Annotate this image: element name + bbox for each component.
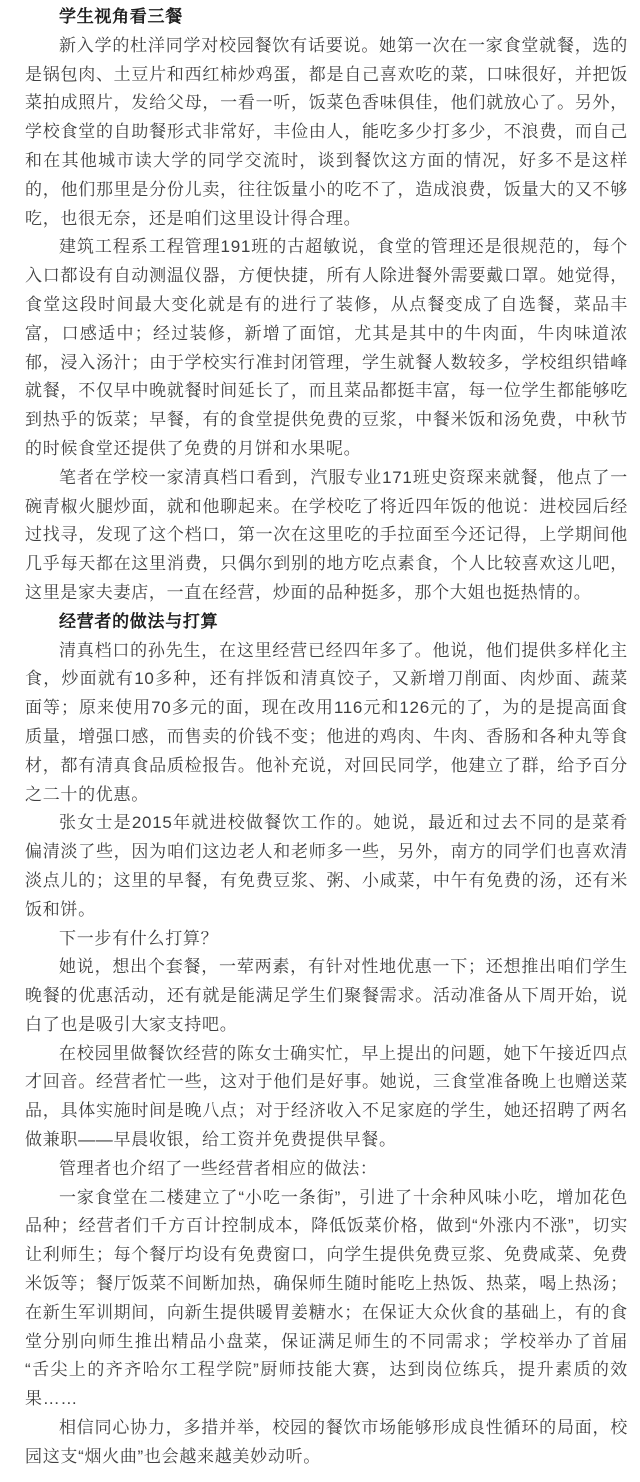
article-paragraph: 笔者在学校一家清真档口看到，汽服专业171班史资琛来就餐，他点了一碗青椒火腿炒面，就和他聊起来。在学校吃了将近四年饭的他说：进校园后经过找寻，发现了这个档口，第一次在这里吃的手拉面至今还记得，上学期间他几乎每天都在这里消费，只偶尔到别的地方吃点素食，个人比较喜欢这儿吧，这里是家夫妻店，一直在经营，炒面的品种挺多，那个大姐也挺热情的。 [25,467,628,602]
article-paragraph: 张女士是2015年就进校做餐饮工作的。她说，最近和过去不同的是菜肴偏清淡了些，因为咱们这边老人和老师多一些，另外，南方的同学们也喜欢清淡点儿的；这里的早餐，有免费豆浆、粥、小咸菜，中午有免费的汤，还有米饭和饼。 [25,813,628,919]
article-paragraph: 管理者也介绍了一些经营者相应的做法： [59,1158,378,1178]
article-paragraph: 清真档口的孙先生，在这里经营已经四年多了。他说，他们提供多样化主食，炒面就有10多种，还有拌饭和清真饺子，又新增刀削面、肉炒面、蔬菜面等；原来使用70多元的面，现在改用116元和126元的了，为的是提高面食质量，增强口感，而售卖的价钱不变；他进的鸡肉、牛肉、香肠和各种丸等食材，都有清真食品质检报告。他补充说，对回民同学，他建立了群，给予百分之二十的优惠。 [25,640,628,804]
article-paragraph: 相信同心协力，多措并举，校园的餐饮市场能够形成良性循环的局面，校园这支“烟火曲”也会越来越美妙动听。 [25,1418,628,1466]
article-paragraph: 新入学的杜洋同学对校园餐饮有话要说。她第一次在一家食堂就餐，选的是锅包肉、土豆片和西红柿炒鸡蛋，都是自己喜欢吃的菜，口味很好，并把饭菜拍成照片，发给父母，一看一听，饭菜色香味俱佳，他们就放心了。另外，学校食堂的自助餐形式非常好，丰俭由人，能吃多少打多少，不浪费，而自己和在其他城市读大学的同学交流时，谈到餐饮这方面的情况，好多不是这样的，他们那里是分份儿卖，往往饭量小的吃不了，造成浪费，饭量大的又不够吃，也很无奈，还是咱们这里设计得合理。 [25,35,628,228]
article-paragraph: 在校园里做餐饮经营的陈女士确实忙，早上提出的问题，她下午接近四点才回音。经营者忙一些，这对于他们是好事。她说，三食堂准备晚上也赠送菜品，具体实施时间是晚八点；对于经济收入不足家庭的学生，她还招聘了两名做兼职——早晨收银，给工资并免费提供早餐。 [25,1043,628,1150]
section-heading-operators-plans: 经营者的做法与打算 [59,611,219,631]
article-paragraph: 一家食堂在二楼建立了“小吃一条街”，引进了十余种风味小吃，增加花色品种；经营者们千方百计控制成本，降低饭菜价格，做到“外涨内不涨”，切实让利师生；每个餐厅均设有免费窗口，向学生提供免费豆浆、免费咸菜、免费米饭等；餐厅饭菜不间断加热，确保师生随时能吃上热饭、热菜，喝上热汤；在新生军训期间，向新生提供暖胃姜糖水；在保证大众伙食的基础上，有的食堂分别向师生推出精品小盘菜，保证满足师生的不同需求；学校举办了首届“舌尖上的齐齐哈尔工程学院”厨师技能大赛，达到岗位练兵，提升素质的效果…… [25,1187,628,1409]
article-paragraph: 建筑工程系工程管理191班的古超敏说，食堂的管理还是很规范的，每个入口都设有自动测温仪器，方便快捷，所有人除进餐外需要戴口罩。她觉得，食堂这段时间最大变化就是有的进行了装修，从点餐变成了自选餐，菜品丰富，口感适中；经过装修，新增了面馆，尤其是其中的牛肉面，牛肉味道浓郁，浸入汤汁；由于学校实行准封闭管理，学生就餐人数较多，学校组织错峰就餐，不仅早中晚就餐时间延长了，而且菜品都挺丰富，每一位学生都能够吃到热乎的饭菜；早餐，有的食堂提供免费的豆浆，中餐米饭和汤免费，中秋节的时候食堂还提供了免费的月饼和水果呢。 [25,237,628,458]
section-heading-student-view: 学生视角看三餐 [59,7,183,26]
article-paragraph: 下一步有什么打算？ [59,928,219,948]
article-paragraph: 她说，想出个套餐，一荤两素，有针对性地优惠一下；还想推出咱们学生晚餐的优惠活动，还有就是能满足学生们聚餐需求。活动准备从下周开始，说白了也是吸引大家支持吧。 [25,957,628,1034]
